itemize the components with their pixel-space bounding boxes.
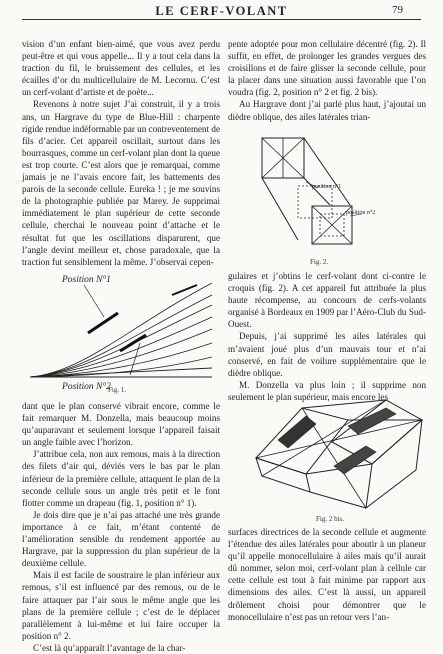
page-header bbox=[0, 0, 443, 24]
paragraph: Depuis, j’ai supprimé les ailes latérales qui m’avaient joué plus d’un mauvais tour et n’ai conservé, en fait de voilure supplémentaire que le dièdre oblique. bbox=[228, 331, 426, 378]
paragraph: Je dois dire que je n’ai pas attaché une très grande importance à ce fait, m’étant contenté de l’amélioration sensible du rendement apportée au Hargrave, par la suppression du plan supérieur de la deuxième cellule. bbox=[22, 509, 220, 569]
column-right-top-text bbox=[228, 38, 426, 128]
figure-2 bbox=[250, 130, 400, 268]
paragraph: vision d’un enfant bien-aimé, que vous avez perdu peut-être et qui vous appelle... Il y a tout cela dans la traction du fil, le bruissement des cellules, et les écailles d’or du multicellulaire de M. Lecornu. C’est un cerf-volant d’artiste et de poète... bbox=[22, 39, 220, 98]
figure-2-drawing bbox=[250, 130, 400, 258]
figure-1 bbox=[22, 265, 218, 397]
position-2-label: position n°2 bbox=[346, 210, 376, 216]
page-number: 79 bbox=[392, 4, 403, 16]
position-1-label: position n°1 bbox=[312, 184, 342, 190]
paragraph: dant que le plan conservé vibrait encore, comme le fait remarquer M. Donzella, mais beaucoup moins qu’auparavant et seulement lorsque l’appareil faisait un angle faible avec l’horizon. bbox=[22, 401, 220, 448]
paragraph: J’attribue cela, non aux remous, mais à la direction des filets d’air qui, déviés vers le bas par le plan inférieur de la première cellule, attaquent le plan de la seconde cellule sous un angle très petit et le font flotter comme un drapeau (fig. 1, position n° 1). bbox=[22, 449, 220, 508]
figure-2-bis-caption: Fig. 2 bis. bbox=[316, 515, 345, 523]
position-2-label: Position N°2 bbox=[62, 382, 111, 392]
column-right-bottom-text bbox=[228, 526, 426, 638]
paragraph: surfaces directrices de la seconde cellule et augmente l’étendue des ailes latérales pour aboutir à un planeur qu’il appelle monocellulaire à ailes mais qu’il aurait dû nommer, selon moi, cerf-volant plan à cellule car cette cellule est tout à fait minime par rapport aux dimensions des ailes. C’est là aussi, un appareil drôlement choisi pour démontrer que le monocellulaire n’est pas un retour vers l’an- bbox=[228, 527, 426, 622]
paragraph: Au Hargrave dont j’ai parlé plus haut, j’ajoutai un dièdre oblique, des ailes latérales trian- bbox=[228, 99, 426, 122]
figure-2-bis bbox=[236, 396, 426, 526]
figure-1-caption: Fig. 1. bbox=[108, 386, 127, 394]
paragraph: Mais il est facile de soustraire le plan inférieur aux remous, s’il est influencé par des remous, ou de le faire attaquer par l’air sous le même angle que les plans de la première cellule ; c’est de le déplacer parallèlement à lui-même et lui faire occuper la position n° 2. bbox=[22, 570, 220, 641]
figure-1-drawing bbox=[22, 265, 218, 397]
paragraph: Revenons à notre sujet J’ai construit, il y a trois ans, un Hargrave du type de Blue-Hill : charpente rigide rendue indéformable par un contreventement de fils d’acier. Cet appareil oscillait, surtout dans les bourrasques, comme un cerf-volant plan dont la queue est trop courte. C’est alors que je remarquai, comme jamais je ne l’avais encore fait, les battements des parois de la seconde cellule. Eureka ! ; je me souvins de la photographie publiée par Marey. Je supprimai immédiatement le plan supérieur de cette seconde cellule, cherchai le nouveau point d’attache et le résultat fut que les oscillations disparurent, que l’angle devint meilleur et, chose paradoxale, que la traction fut sensiblement la même. J’observai cepen- bbox=[22, 99, 220, 267]
column-right-middle-text bbox=[228, 270, 426, 402]
paragraph: gulaires et j’obtins le cerf-volant dont ci-contre le croquis (fig. 2). A cet appareil fut attribuée la plus haute récompense, au concours de cerfs-volants organisé à Bordeaux en 1909 par l’Aéro-Club du Sud-Ouest. bbox=[228, 271, 426, 330]
column-left-bottom-text bbox=[22, 400, 220, 653]
position-1-label: Position N°1 bbox=[62, 275, 111, 285]
header-rule bbox=[22, 19, 421, 20]
figure-2-caption: Fig. 2. bbox=[310, 258, 329, 266]
paragraph: C’est là qu’apparaît l’avantage de la char- bbox=[33, 642, 186, 653]
column-left-top-text bbox=[22, 38, 220, 267]
paragraph: M. Donzella va plus loin ; il supprime non seulement le plan supérieur, mais encore les bbox=[228, 379, 426, 402]
paragraph: pente adoptée pour mon cellulaire décentré (fig. 2). Il suffit, en effet, de prolonger les grandes vergues des croisillons et de faire glisser la seconde cellule, pour la placer dans une situation aussi favorable que l’on voudra (fig. 2, position n° 2 et fig. 2 bis). bbox=[228, 39, 426, 98]
figure-2-bis-drawing bbox=[236, 396, 426, 514]
journal-title: LE CERF-VOLANT bbox=[155, 4, 288, 18]
